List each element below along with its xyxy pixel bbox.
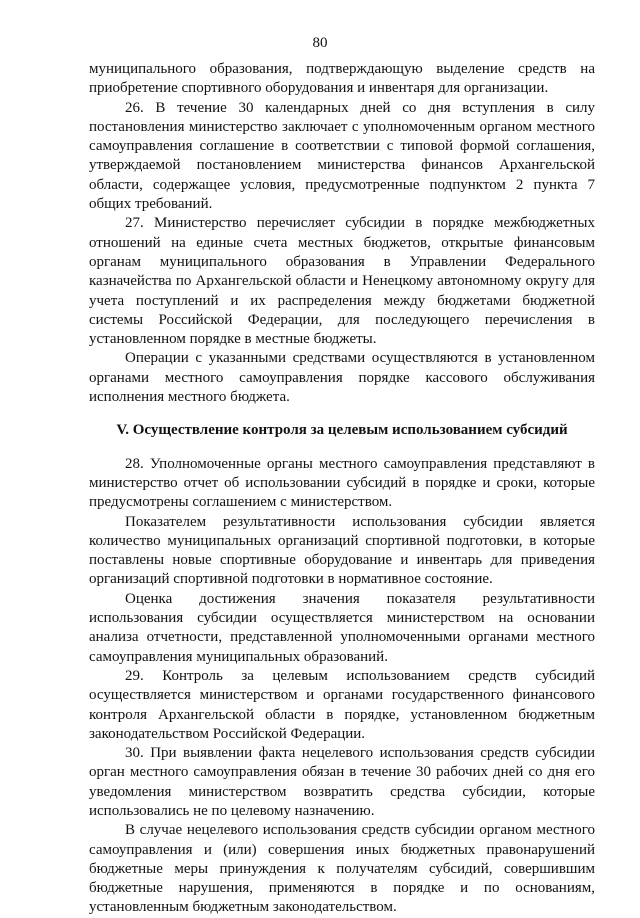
paragraph-item-30: 30. При выявлении факта нецелевого использования средств субсидии орган местного самоуправления обязан в течение 30 рабочих дней со дня его уведомления министерством возвратить средства субсидии, которые использовались не по целевому назначению. bbox=[89, 745, 595, 819]
paragraph-item-27: 27. Министерство перечисляет субсидии в порядке межбюджетных отношений на единые счета местных бюджетов, открытые финансовым органам муниципального образования в Управлении Федерального казначейства по Архангельской области и Ненецкому автономному округу для учета поступлений и их распределения между бюджетами бюджетной системы Российской Федерации, для последующего перечисления в установленном порядке в местные бюджеты. bbox=[89, 215, 595, 348]
section-heading: V. Осуществление контроля за целевым использованием субсидий bbox=[116, 422, 568, 439]
paragraph-misuse-case: В случае нецелевого использования средств субсидии органом местного самоуправления и (или) совершения иных бюджетных правонарушений бюджетные меры принуждения к получателям субсидий, совершившим бюджетные нарушения, применяются в порядке и по основаниям, установленным бюджетным законодательством. bbox=[89, 822, 595, 916]
paragraph-assessment: Оценка достижения значения показателя результативности использования субсидии осуществляется министерством на основании анализа отчетности, представленной уполномоченными органами местного самоуправления муниципальных образований. bbox=[89, 590, 595, 665]
document-body bbox=[89, 60, 595, 918]
paragraph-performance-indicator: Показателем результативности использования субсидии является количество муниципальных организаций спортивной подготовки, в которые поставлены новые спортивные оборудование и инвентарь для приведения организаций спортивной подготовки в нормативное состояние. bbox=[89, 513, 595, 588]
paragraph-operations: Операции с указанными средствами осуществляются в установленном органами местного самоуправления порядке кассового обслуживания исполнения местного бюджета. bbox=[89, 350, 595, 406]
paragraph-continuation: муниципального образования, подтверждающую выделение средств на приобретение спортивного оборудования и инвентаря для организации. bbox=[89, 61, 595, 97]
paragraph-item-26: 26. В течение 30 календарных дней со дня вступления в силу постановления министерство заключает с уполномоченным органом местного самоуправления соглашение в соответствии с типовой формой соглашения, утверждаемой постановлением министерства финансов Архангельской области, содержащее условия, предусмотренные подпунктом 2 пункта 7 общих требований. bbox=[89, 99, 595, 213]
paragraph-item-29: 29. Контроль за целевым использованием средств субсидий осуществляется министерством и органами государственного финансового контроля Архангельской области в порядке, установленном бюджетным законодательством Российской Федерации. bbox=[89, 667, 595, 742]
paragraph-item-28: 28. Уполномоченные органы местного самоуправления представляют в министерство отчет об использовании субсидий в порядке и сроки, которые предусмотрены соглашением с министерством. bbox=[89, 455, 595, 511]
page-number: 80 bbox=[312, 35, 328, 51]
